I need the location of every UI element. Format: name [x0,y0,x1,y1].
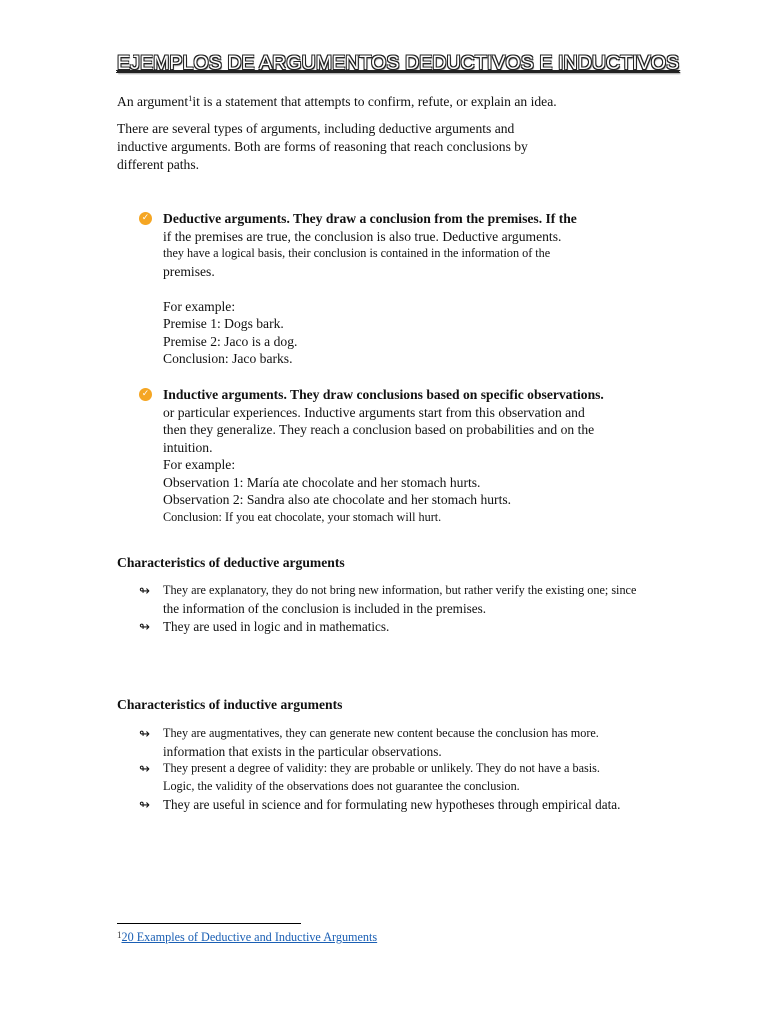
list-item-line: They are explanatory, they do not bring new information, but rather verify the existing one; since [163,583,637,597]
curved-arrow-icon: ↬ [139,584,150,599]
list-item [163,725,599,760]
document-title: EJEMPLOS DE ARGUMENTOS DEDUCTIVOS E INDUCTIVOS [117,52,680,74]
curved-arrow-icon: ↬ [139,798,150,813]
deductive-example-line: Premise 1: Dogs bark. [163,316,284,331]
list-item-line: Logic, the validity of the observations does not guarantee the conclusion. [163,778,520,793]
curved-arrow-icon: ↬ [139,620,150,635]
intro-paragraph [117,93,557,111]
list-item [163,618,389,636]
footnote-ref[interactable]: 1 [188,93,193,103]
types-line: different paths. [117,157,200,172]
check-circle-icon: ✓ [139,388,152,401]
curved-arrow-icon: ↬ [139,727,150,742]
list-item [163,796,620,814]
deductive-body-line: premises. [163,263,215,279]
deductive-heading: Deductive arguments. They draw a conclusion from the premises. If the [163,211,577,226]
list-item [163,760,600,795]
list-item-line: They are used in logic and in mathematics. [163,619,390,634]
inductive-example-line: Observation 1: María ate chocolate and her stomach hurts. [163,474,481,490]
char-deductive-heading: Characteristics of deductive arguments [117,555,345,570]
intro-rest: it is a statement that attempts to confirm, refute, or explain an idea. [192,94,557,109]
list-item-line: information that exists in the particular observations. [163,743,442,759]
footnote-divider [117,923,301,924]
deductive-section [163,210,577,368]
inductive-body-line: intuition. [163,439,213,455]
curved-arrow-icon: ↬ [139,762,150,777]
list-item-line: They present a degree of validity: they are probable or unlikely. They do not have a basis. [163,761,600,775]
deductive-example-label: For example: [163,298,236,314]
inductive-example-label: For example: [163,457,236,472]
list-item-line: They are augmentatives, they can generate new content because the conclusion has more. [163,726,599,740]
types-line: inductive arguments. Both are forms of reasoning that reach conclusions by [117,139,528,154]
list-item-line: the information of the conclusion is included in the premises. [163,600,487,616]
inductive-heading: Inductive arguments. They draw conclusions based on specific observations. [163,387,604,402]
deductive-body-line: if the premises are true, the conclusion is also true. Deductive arguments. [163,228,562,244]
types-line: There are several types of arguments, including deductive arguments and [117,121,515,136]
deductive-example-line: Premise 2: Jaco is a dog. [163,333,298,349]
list-item-line: They are useful in science and for formulating new hypotheses through empirical data. [163,797,621,812]
char-inductive-heading: Characteristics of inductive arguments [117,697,343,712]
inductive-conclusion: Conclusion: If you eat chocolate, your stomach will hurt. [163,509,442,524]
footnote-link[interactable]: 20 Examples of Deductive and Inductive Arguments [121,930,378,944]
footnote [117,930,377,945]
inductive-body-line: or particular experiences. Inductive arguments start from this observation and [163,404,585,420]
footnote-number: 1 [117,930,122,940]
intro-lead: An argument [117,94,189,109]
inductive-example-line: Observation 2: Sandra also ate chocolate and her stomach hurts. [163,492,512,507]
list-item [163,582,636,617]
types-paragraph [117,120,528,174]
check-circle-icon: ✓ [139,212,152,225]
inductive-section [163,386,604,526]
deductive-body-line: they have a logical basis, their conclusion is contained in the information of the [163,246,551,260]
inductive-body-line: then they generalize. They reach a conclusion based on probabilities and on the [163,422,595,437]
deductive-example-line: Conclusion: Jaco barks. [163,351,293,366]
